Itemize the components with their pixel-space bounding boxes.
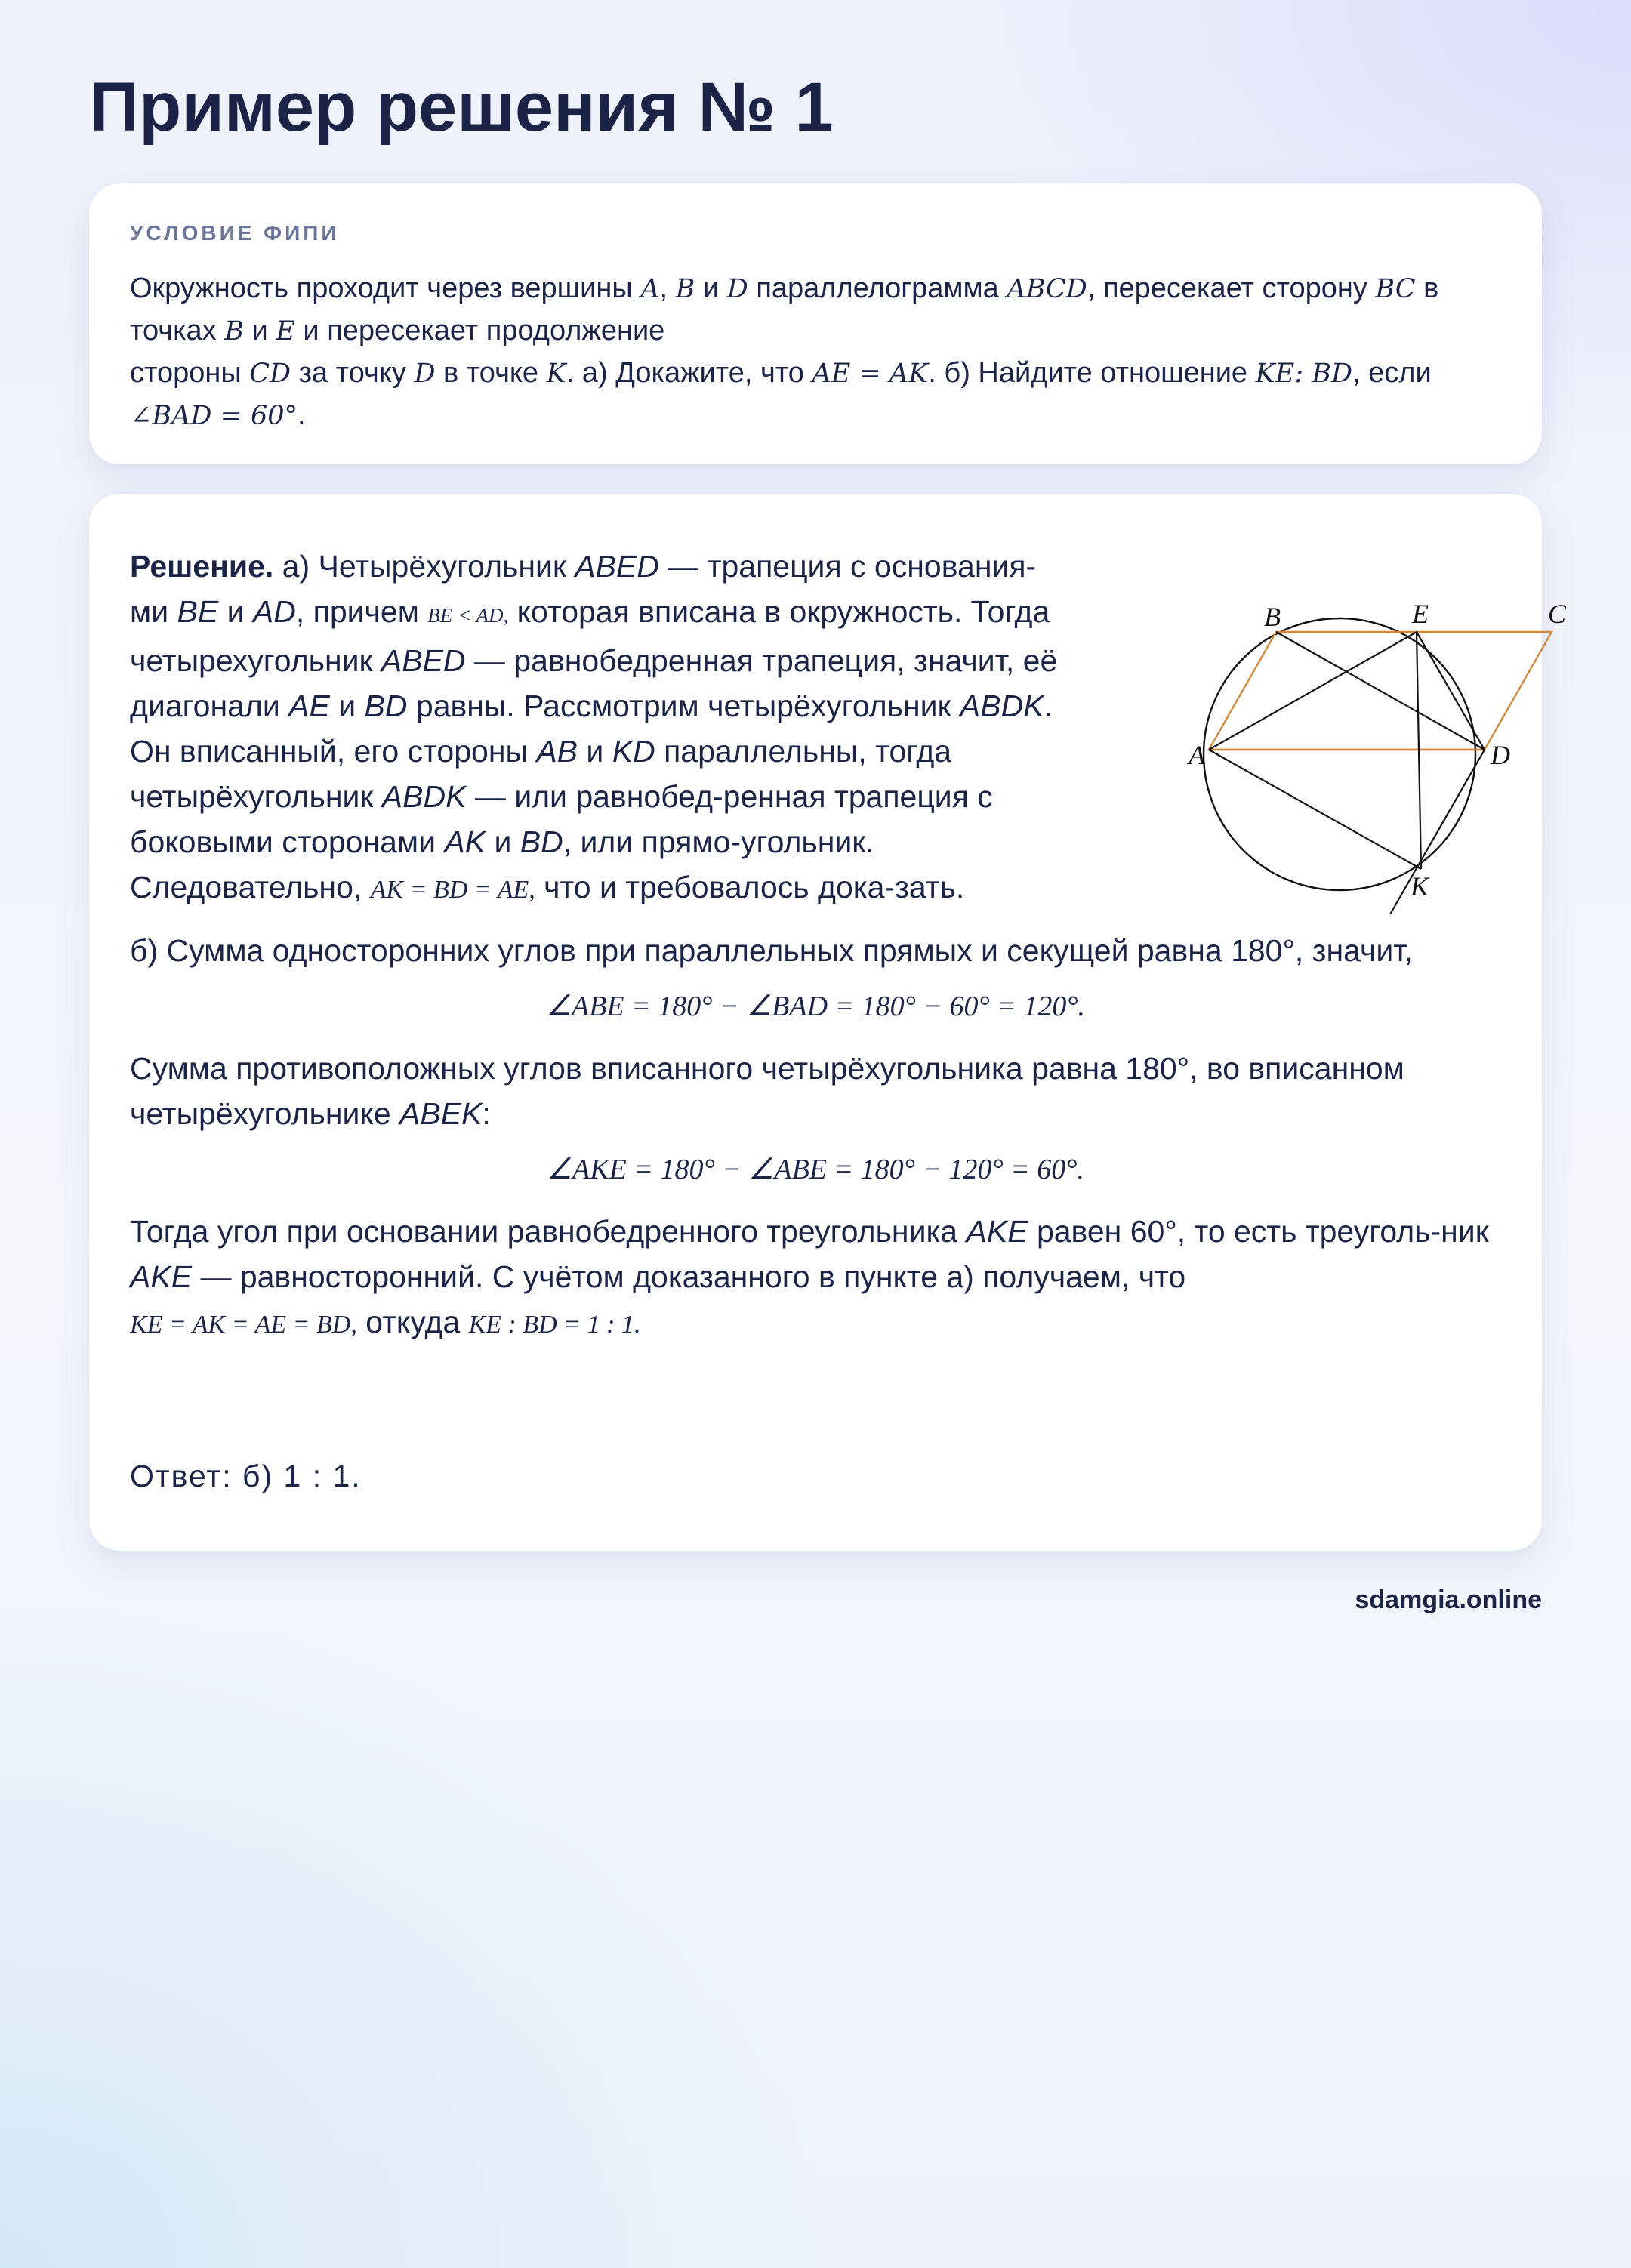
math: AK = BD = AE, (370, 876, 535, 904)
math: AKE (130, 1259, 193, 1294)
page-title: Пример решения № 1 (89, 69, 834, 146)
condition-label: УСЛОВИЕ ФИПИ (130, 221, 340, 245)
text: Окружность проходит через вершины (130, 273, 641, 304)
label-K: K (1411, 871, 1429, 901)
math: BC (1375, 274, 1416, 304)
text: и (486, 824, 520, 859)
text: Сумма противоположных углов вписанного четырёхугольника равна 180°, во вписанном четырёхугольнике (130, 1051, 1404, 1131)
solution-part-b: б) Сумма односторонних углов при параллельных прямых и секущей равна 180°, значит, (130, 933, 1413, 968)
label-C: C (1548, 599, 1567, 629)
circle (1204, 618, 1475, 890)
math: ABED (381, 643, 466, 678)
math: KE : BD = 1 : 1. (468, 1311, 641, 1339)
math: ∠BAD = 60° (130, 401, 298, 431)
math: BE (177, 594, 219, 629)
text: . а) Докажите, что (566, 357, 812, 389)
math: KE: BD (1255, 359, 1353, 389)
text: , пересекает сторону (1087, 273, 1376, 304)
solution-card (89, 494, 1567, 1551)
math: ABCD (1007, 274, 1087, 304)
text: равны. Рассмотрим четырёхугольник (407, 689, 960, 723)
text: : (482, 1096, 491, 1131)
solution-paragraph-4 (130, 1209, 1501, 1348)
text: и (578, 734, 612, 769)
solution-paragraph-3 (130, 1046, 1501, 1136)
text: — трапеция с основания-ми (130, 549, 1037, 629)
math: D (414, 359, 436, 389)
math: AD (252, 594, 296, 629)
text: и (695, 273, 727, 304)
text: , если (1352, 357, 1432, 389)
text: и (329, 689, 365, 723)
text: параллельны, тогда четырёхугольник (130, 734, 952, 814)
text: что и требовалось дока-зать. (535, 870, 965, 904)
answer: Ответ: б) 1 : 1. (130, 1459, 362, 1493)
math: BD (364, 689, 408, 723)
text: откуда (356, 1305, 469, 1339)
label-B: B (1264, 602, 1281, 632)
math: AE = AK (812, 359, 929, 389)
line-bd (1276, 632, 1485, 750)
math: BE < AD, (427, 604, 509, 627)
line-ed (1417, 632, 1485, 750)
text: — равносторонний. С учётом доказанного в пункте а) получаем, что (192, 1259, 1186, 1294)
footer-brand: sdamgia.online (1355, 1585, 1542, 1614)
text: равен 60°, то есть треуголь-ник (1028, 1214, 1489, 1249)
math: AB (536, 734, 578, 769)
math: AKE (966, 1214, 1028, 1249)
line-ak (1209, 750, 1421, 869)
text: , (659, 273, 676, 304)
math: ABDK (381, 779, 467, 814)
text: и (218, 594, 253, 629)
text: . б) Найдите отношение (928, 357, 1256, 389)
math: ABEK (399, 1096, 483, 1131)
label-E: E (1412, 599, 1429, 629)
math: B (675, 274, 695, 304)
text: Тогда четырехугольник (130, 594, 1050, 678)
math: D (726, 274, 748, 304)
text: — или равнобед-ренная трапеция с боковыми сторонами (130, 779, 993, 859)
text: в (1415, 273, 1439, 304)
math: A (640, 274, 660, 304)
label-D: D (1491, 740, 1510, 770)
text: стороны (130, 357, 250, 389)
math: B (224, 316, 244, 347)
math: KE = AK = AE = BD, (130, 1311, 357, 1339)
math: AE (288, 689, 330, 723)
text: . Он вписанный, его стороны (130, 689, 1053, 769)
math: E (276, 316, 295, 347)
geometry-figure (1083, 535, 1567, 966)
text: которая вписана в окружность. (508, 594, 963, 629)
label-A: A (1189, 740, 1205, 770)
condition-text (130, 268, 1501, 437)
text: а) Четырёхугольник (273, 549, 575, 584)
math: ABED (575, 549, 659, 584)
solution-part-a (130, 544, 1074, 913)
math: ABDK (959, 689, 1044, 723)
formula-ake: ∠AKE = 180° − ∠ABE = 180° − 120° = 60°. (546, 1154, 1085, 1185)
text: Тогда угол при основании равнобедренного треугольника (130, 1214, 967, 1249)
condition-card (89, 183, 1542, 464)
text: , причем (295, 594, 428, 629)
text: параллелограмма (748, 273, 1007, 304)
text: за точку (291, 357, 415, 389)
line-cd-extension (1390, 750, 1485, 914)
text: и пересекает продолжение (294, 315, 665, 347)
math: CD (249, 359, 291, 389)
math: K (546, 359, 566, 389)
math: AK (444, 824, 486, 859)
text: — равнобедренная трапеция, значит, её диагонали (130, 643, 1058, 723)
text: , или прямо-угольник. Следовательно, (130, 824, 874, 904)
solution-heading: Решение. (130, 549, 274, 584)
text: в точке (435, 357, 547, 389)
text: точках (130, 315, 225, 347)
math: BD (520, 824, 563, 859)
formula-abe: ∠ABE = 180° − ∠BAD = 180° − 60° = 120°. (545, 991, 1086, 1022)
text: . (298, 399, 306, 431)
text: и (243, 315, 276, 347)
math: KD (612, 734, 655, 769)
line-ae (1209, 632, 1417, 750)
